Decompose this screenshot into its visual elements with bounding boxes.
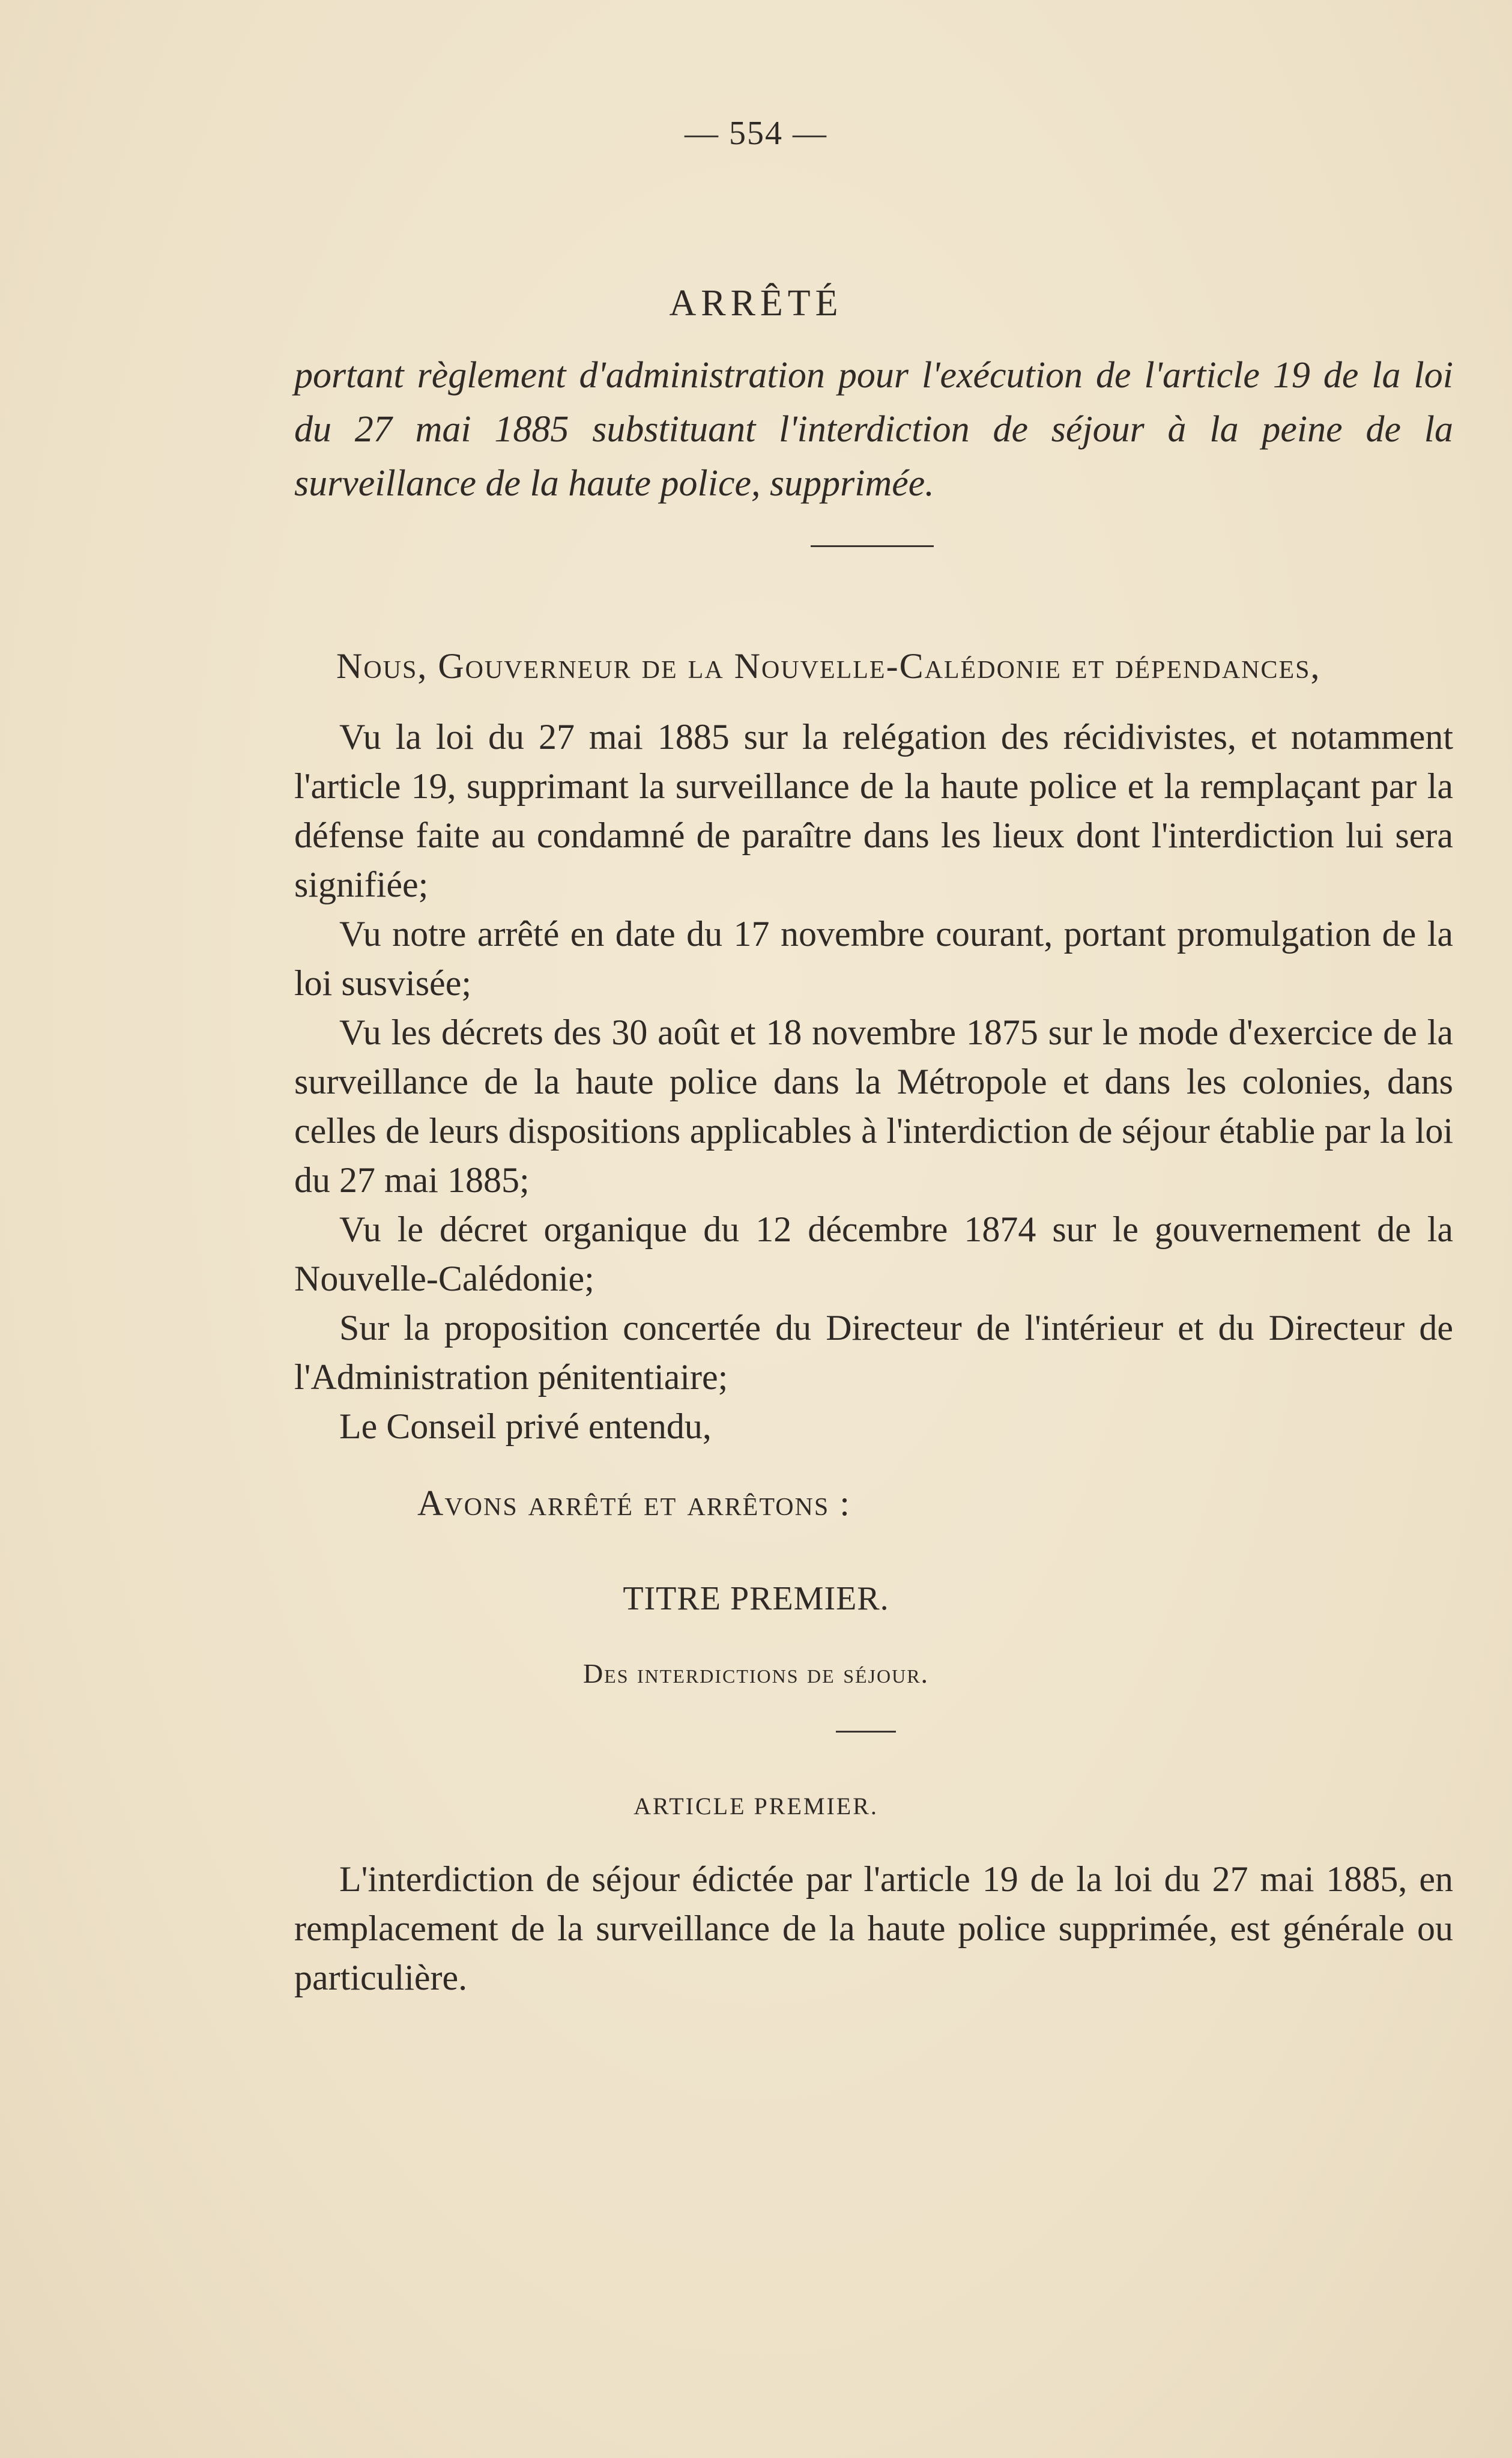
preamble xyxy=(294,641,1453,691)
decision-text: Avons arrêté et arrêtons : xyxy=(417,1483,851,1523)
preamble-text: Nous, Gouverneur de la Nouvelle-Calédonie et dépendances, xyxy=(336,646,1321,686)
considerants-block xyxy=(294,712,1453,1451)
decision-line xyxy=(417,1479,1318,1528)
page-number: — 554 — xyxy=(685,115,827,152)
considerant-paragraph: Sur la proposition concertée du Directeur de l'intérieur et du Directeur de l'Administration pénitentiaire; xyxy=(294,1308,1453,1397)
section-separator-rule xyxy=(836,1731,896,1733)
title-separator-rule xyxy=(811,545,934,547)
document-subtitle: portant règlement d'administration pour l'exécution de l'article 19 de la loi du 27 mai 1885 substituant l'interdiction de séjour à la peine de la surveillance de la haute police, supprimée. xyxy=(294,355,1453,504)
titre-heading: TITRE PREMIER. xyxy=(623,1580,889,1617)
considerant-paragraph: Vu le décret organique du 12 décembre 1874 sur le gouvernement de la Nouvelle-Calédonie; xyxy=(294,1209,1453,1298)
article-heading: ARTICLE PREMIER. xyxy=(634,1793,878,1820)
considerant-paragraph: Vu les décrets des 30 août et 18 novembre 1875 sur le mode d'exercice de la surveillance de la haute police dans la Métropole et dans les colonies, dans celles de leurs dispositions applicables à l'interdiction de séjour établie par la loi du 27 mai 1885; xyxy=(294,1013,1453,1200)
considerant-paragraph: Le Conseil privé entendu, xyxy=(339,1406,712,1446)
article-body xyxy=(294,1854,1453,2002)
article-paragraph: L'interdiction de séjour édictée par l'article 19 de la loi du 27 mai 1885, en remplacement de la surveillance de la haute police supprimée, est générale ou particulière. xyxy=(294,1859,1453,1997)
document-title: ARRÊTÉ xyxy=(669,283,843,324)
considerant-paragraph: Vu notre arrêté en date du 17 novembre courant, portant promulgation de la loi susvisée; xyxy=(294,914,1453,1003)
considerant-paragraph: Vu la loi du 27 mai 1885 sur la relégation des récidivistes, et notamment l'article 19, supprimant la surveillance de la haute police et la remplaçant par la défense faite au condamné de paraître dans les lieux dont l'interdiction lui sera signifiée; xyxy=(294,717,1453,904)
titre-subheading: Des interdictions de séjour. xyxy=(582,1658,930,1689)
